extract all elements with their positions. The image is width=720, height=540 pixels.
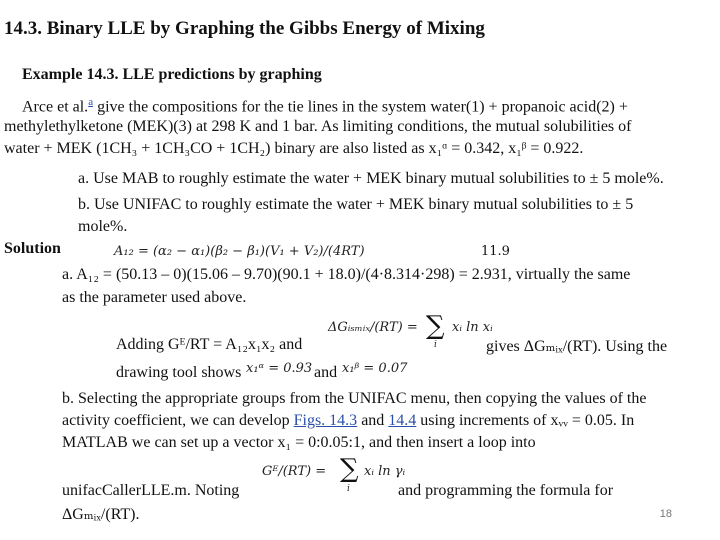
page-number: 18 <box>659 508 672 520</box>
reference-link[interactable]: a <box>88 96 94 108</box>
intro-text: give the compositions for the tie lines in the system water(1) + propanoic acid(2) + <box>93 98 628 116</box>
part-a-gives: gives ΔGₘᵢₓ/(RT). Using the <box>486 338 668 355</box>
intro-line-2: methylethylketone (MEK)(3) at 298 K and 1 bar. As limiting conditions, the mutual solubilities of <box>4 118 632 135</box>
part-b-text: activity coefficient, we can develop <box>62 412 294 429</box>
example-heading: Example 14.3. LLE predictions by graphing <box>22 66 322 83</box>
part-b-line-3: MATLAB we can set up a vector x₁ = 0:0.05:1, and then insert a loop into <box>62 434 536 451</box>
intro-line-1 <box>22 96 628 116</box>
summation-sign: ∑ <box>340 454 359 484</box>
part-a-drawing: drawing tool shows <box>116 364 242 381</box>
part-b-line-4b: and programming the formula for <box>398 482 614 499</box>
task-b-line-2: mole%. <box>78 218 128 235</box>
equation-11-9: A₁₂ = (α₂ − α₁)(β₂ − β₁)(V₁ + V₂)/(4RT) <box>114 244 365 259</box>
result-x1-alpha: x₁ᵅ = 0.93 <box>246 361 313 376</box>
part-b-line-2 <box>62 412 634 430</box>
mix-equation-body: xᵢ ln xᵢ <box>452 320 493 335</box>
summation-sign: ∑ <box>426 311 445 341</box>
solution-label: Solution <box>4 240 61 257</box>
part-a-line-2: as the parameter used above. <box>62 289 247 306</box>
mix-equation-lhs: ΔGᵢₛₘᵢₓ/(RT) = <box>328 320 418 335</box>
page-title: 14.3. Binary LLE by Graphing the Gibbs Energy of Mixing <box>4 18 485 39</box>
part-b-line-5: ΔGₘᵢₓ/(RT). <box>62 506 140 523</box>
intro-text: Arce et al. <box>22 98 89 116</box>
gibbs-equation-lhs: Gᴱ/(RT) = <box>262 464 327 479</box>
figure-14-3-link[interactable]: Figs. 14.3 <box>293 412 358 429</box>
part-a-and: and <box>314 364 338 381</box>
part-b-text: using increments of xᵥᵥ = 0.05. In <box>416 412 635 429</box>
figure-14-4-link[interactable]: 14.4 <box>388 412 417 429</box>
result-x1-beta: x₁ᵝ = 0.07 <box>342 361 408 376</box>
part-b-text: and <box>357 412 389 429</box>
part-a-line-1: a. A₁₂ = (50.13 – 0)(15.06 – 9.70)(90.1 + 18.0)/(4·8.314·298) = 2.931, virtually the same <box>62 266 631 283</box>
part-a-adding: Adding Gᴱ/RT = A₁₂x₁x₂ and <box>116 336 303 353</box>
part-b-line-4a: unifacCallerLLE.m. Noting <box>62 482 240 499</box>
equation-number: 11.9 <box>481 244 510 259</box>
part-b-line-1: b. Selecting the appropriate groups from the UNIFAC menu, then copying the values of the <box>62 390 647 407</box>
summation-index: i <box>347 484 350 494</box>
summation-index: i <box>434 340 437 350</box>
task-b-line-1: b. Use UNIFAC to roughly estimate the water + MEK binary mutual solubilities to ± 5 <box>78 196 634 213</box>
gibbs-equation-body: xᵢ ln γᵢ <box>364 464 406 479</box>
task-a: a. Use MAB to roughly estimate the water + MEK binary mutual solubilities to ± 5 mole%. <box>78 170 664 187</box>
intro-line-3: water + MEK (1CH₃ + 1CH₃CO + 1CH₂) binary are also listed as x₁ᵅ = 0.342, x₁ᵝ = 0.922. <box>4 140 584 157</box>
